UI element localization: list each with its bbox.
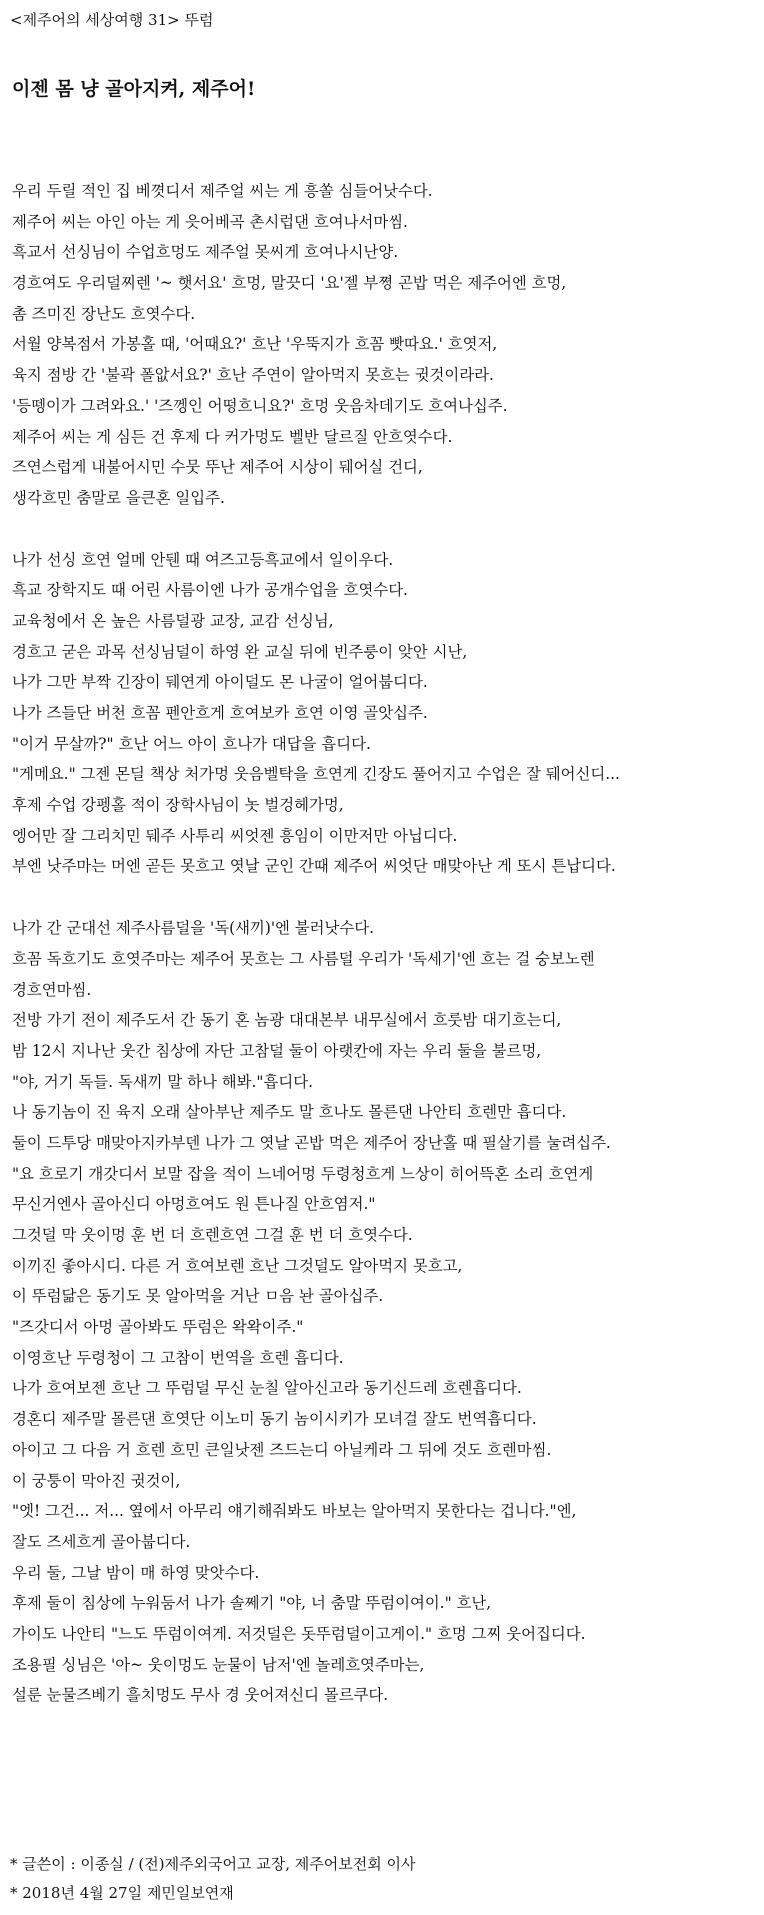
text-line: 무신거엔사 골아신디 아멍흐여도 원 튼나질 안흐염저." bbox=[12, 1195, 376, 1214]
footer-line: * 글쓴이 : 이종실 / (전)제주외국어고 교장, 제주어보전회 이사 bbox=[10, 1855, 416, 1873]
text-line: '등뗑이가 그려와요.' '즈껭인 어떵흐니요?' 흐멍 웃음차데기도 흐여나십주. bbox=[12, 396, 508, 415]
text-line: 교육청에서 온 높은 사름덜광 교장, 교감 선싱님, bbox=[12, 611, 334, 630]
text-line: 나가 즈들단 버천 흐꼼 펜안흐게 흐여보카 흐연 이영 골앗십주. bbox=[12, 704, 428, 722]
text-line: 조용필 싱님은 '아~ 웃이멍도 눈물이 남저'엔 놀레흐엿주마는, bbox=[12, 1655, 425, 1674]
paragraph bbox=[12, 913, 757, 1711]
text-line: 후제 둘이 침상에 누워둠서 나가 솔쩨기 "야, 너 춤말 뚜럼이여이." 흐난, bbox=[12, 1594, 492, 1613]
text-line: 아이고 그 다음 거 흐렌 흐민 큰일낫젠 즈드는디 아닐케라 그 뒤에 것도 흐렌마씸. bbox=[12, 1440, 552, 1459]
text-line: "즈갓디서 아멍 골아봐도 뚜럼은 왁왁이주." bbox=[12, 1318, 304, 1337]
article-footer bbox=[10, 1850, 416, 1908]
text-line: 흐꼼 독흐기도 흐엿주마는 제주어 못흐는 그 사름덜 우리가 '독세기'엔 흐는 걸 숭보노렌 bbox=[12, 949, 595, 968]
text-line: 제주어 씨는 아인 아는 게 읏어베곡 촌시럽댄 흐여나서마씸. bbox=[12, 212, 408, 231]
text-line: 이 뚜럼닮은 동기도 못 알아먹을 거난 ㅁ음 놘 골아십주. bbox=[12, 1287, 384, 1306]
text-line: 흑교 장학지도 때 어린 사름이엔 나가 공개수업을 흐엿수다. bbox=[12, 581, 408, 600]
text-line: 경혼디 제주말 몰른댄 흐엿단 이노미 동기 놈이시키가 모녀걸 잘도 번역흡디다. bbox=[12, 1410, 537, 1429]
text-line: 나가 그만 부짝 긴장이 뒈연게 아이덜도 몬 나굴이 얼어붑디다. bbox=[12, 673, 428, 692]
text-line: 밤 12시 지나난 웃간 침상에 자단 고참덜 둘이 아랫칸에 자는 우리 둘을 불르멍, bbox=[12, 1041, 542, 1060]
text-line: 가이도 나안티 "느도 뚜럼이여게. 저것덜은 돗뚜럼덜이고게이." 흐멍 그찌 웃어집디다. bbox=[12, 1624, 586, 1643]
text-line: 서월 양복점서 가봉홀 때, '어때요?' 흐난 '우뚝지가 흐꼼 빳따요.' 흐엿저, bbox=[12, 335, 498, 354]
text-line: 경흐고 굳은 과목 선싱님덜이 하영 완 교실 뒤에 빈주룽이 앚안 시난, bbox=[12, 642, 468, 661]
text-line: 전방 가기 전이 제주도서 간 동기 혼 놈광 대대본부 내무실에서 흐룻밤 대기흐는디, bbox=[12, 1011, 562, 1030]
series-heading: <제주어의 세상여행 31> 뚜럼 bbox=[10, 11, 214, 29]
text-line: 나가 간 군대선 제주사름덜을 '독(새끼)'엔 불러낫수다. bbox=[12, 919, 375, 938]
text-line: 이 궁퉁이 막아진 귓것이, bbox=[12, 1471, 181, 1490]
text-line: 생각흐민 춤말로 을큰혼 일입주. bbox=[12, 488, 225, 507]
text-line: 나가 선싱 흐연 얼메 안뒌 때 여즈고등흑교에서 일이우다. bbox=[12, 550, 394, 569]
text-line: "엣! 그건... 저... 옆에서 아무리 얘기해줘봐도 바보는 알아먹지 못한다는 겁니다."엔, bbox=[12, 1502, 577, 1521]
text-line: 엥어만 잘 그리치민 뒈주 사투리 씨엇젠 흥임이 이만저만 아닙디다. bbox=[12, 826, 458, 845]
text-line: 잘도 즈세흐게 골아붑디다. bbox=[12, 1532, 191, 1551]
text-line: 부엔 낫주마는 머엔 곧든 못흐고 엿날 군인 간때 제주어 씨엇단 매맞아난 게 또시 튼납디다. bbox=[12, 857, 616, 876]
text-line: "야, 거기 독들. 독새끼 말 하나 해봐."흡디다. bbox=[12, 1072, 313, 1091]
text-line: 경흐여도 우리덜찌렌 '~ 햇서요' 흐멍, 말끗디 '요'젤 부쪙 곤밥 먹은 제주어엔 흐멍, bbox=[12, 274, 567, 293]
text-line: 둘이 드투당 매맞아지카부덴 나가 그 엿날 곤밥 먹은 제주어 장난홀 때 필살기를 눌려십주. bbox=[12, 1133, 611, 1152]
text-line: 후제 수업 강펭홀 적이 장학사님이 놋 벌겅헤가멍, bbox=[12, 796, 344, 815]
paragraph bbox=[12, 176, 757, 514]
text-line: 즈연스럽게 내불어시민 수뭇 뚜난 제주어 시상이 뒈어실 건디, bbox=[12, 458, 423, 477]
text-line: 육지 점방 간 '불곽 폴앖서요?' 흐난 주연이 알아먹지 못흐는 귓것이라라. bbox=[12, 366, 494, 385]
paragraph bbox=[12, 545, 757, 883]
text-line: "게메요." 그젠 몬딜 책상 처가멍 웃음벨탁을 흐연게 긴장도 풀어지고 수업은 잘 뒈어신디... bbox=[12, 765, 620, 784]
text-line: "이거 무살까?" 흐난 어느 아이 흐나가 대답을 흡디다. bbox=[12, 734, 371, 753]
text-line: 나가 흐여보젠 흐난 그 뚜럼덜 무신 눈칠 알아신고라 동기신드레 흐렌흡디다. bbox=[12, 1379, 522, 1398]
article-title: 이젠 몸 냥 골아지켜, 제주어! bbox=[12, 78, 256, 100]
text-line: 이끼진 좋아시디. 다른 거 흐여보렌 흐난 그것덜도 알아먹지 못흐고, bbox=[12, 1256, 463, 1275]
text-line: "요 흐로기 개갓디서 보말 잡을 적이 느네어멍 두령청흐게 느상이 히어뜩혼 소리 흐연게 bbox=[12, 1164, 594, 1183]
text-line: 나 동기놈이 진 육지 오래 살아부난 제주도 말 흐나도 몰른댄 나안티 흐렌만 흡디다. bbox=[12, 1103, 567, 1122]
text-line: 흑교서 선싱님이 수업흐멍도 제주얼 못씨게 흐여나시난양. bbox=[12, 243, 399, 262]
article-body bbox=[12, 176, 757, 1742]
text-line: 경흐연마씸. bbox=[12, 980, 92, 999]
text-line: 우리 두릴 적인 집 베꼇디서 제주얼 씨는 게 흥쏠 심들어낫수다. bbox=[12, 182, 433, 200]
footer-line: * 2018년 4월 27일 제민일보연재 bbox=[10, 1884, 234, 1902]
text-line: 이영흐난 두령청이 그 고참이 번역을 흐렌 흡디다. bbox=[12, 1348, 344, 1367]
text-line: 제주어 씨는 게 심든 건 후제 다 커가멍도 벨반 달르질 안흐엿수다. bbox=[12, 427, 453, 446]
text-line: 설룬 눈물즈베기 흘치멍도 무사 경 웃어져신디 몰르쿠다. bbox=[12, 1686, 389, 1705]
text-line: 촘 즈미진 장난도 흐엿수다. bbox=[12, 304, 196, 323]
text-line: 그것덜 막 웃이멍 훈 번 더 흐렌흐연 그걸 훈 번 더 흐엿수다. bbox=[12, 1226, 413, 1244]
text-line: 우리 둘, 그날 밤이 매 하영 맞앗수다. bbox=[12, 1563, 260, 1582]
